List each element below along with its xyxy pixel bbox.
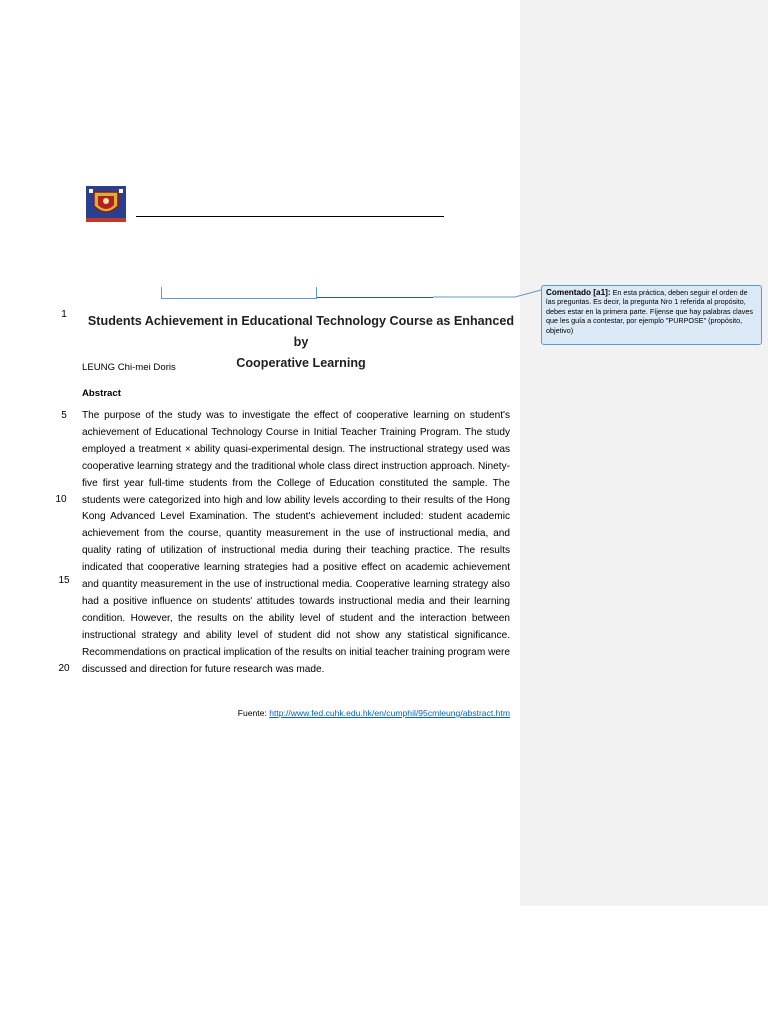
title-line-2: Cooperative Learning [236, 356, 366, 370]
line-number: 1 [61, 309, 67, 320]
comment-label: Comentado [a1]: [546, 288, 611, 297]
author-name: LEUNG Chi-mei Doris [82, 362, 176, 373]
line-number: 10 [55, 494, 67, 505]
abstract-heading: Abstract [82, 388, 121, 399]
source-label: Fuente: [237, 708, 270, 718]
abstract-paragraph: The purpose of the study was to investigate the effect of cooperative learning on student's achievement of Educational Technology Course in Initial Teacher Training Program. The study employed a treatment × ability quasi-experimental design. The instructional strategy used was cooperative learning strategy and the traditional whole class direct instruction approach. Ninety-five first year full-time students from the College of Education constituted the sample. The students were categorized into high and low ability levels according to their results of the Hong Kong Advanced Level Examination. The student's achievement included: student academic achievement from the course, quantity measurement in the use of instructional media, and quality rating of utilization of instructional media during their teaching practice. The results indicated that cooperative learning strategies had a positive effect on academic achievement and quantity measurement in the use of instructional media. Cooperative learning strategy also had a positive influence on students' attitudes towards instructional media and their learning condition. However, the results on the ability level of student and the interaction between instructional strategy and ability level of student did not show any statistical significance. Recommendations on practical implication of the results on initial teacher training program were discussed and direction for future research was made. [82, 410, 510, 675]
source-citation [238, 708, 510, 718]
line-number: 5 [61, 410, 67, 421]
source-link[interactable]: http://www.fed.cuhk.edu.hk/en/cumphil/95cmleung/abstract.htm [269, 708, 510, 718]
title-line-1: Students Achievement in Educational Technology Course as Enhanced by [87, 314, 515, 349]
line-number: 15 [58, 575, 70, 586]
comment-balloon[interactable] [541, 285, 762, 345]
line-number: 20 [58, 663, 70, 674]
comment-text: En esta práctica, deben seguir el orden de las preguntas. Es decir, la pregunta Nro 1 referida al propósito, debes estar en la primera parte. Fíjense que hay palabras claves que les guía a contestar, por ejemplo "PURPOSE" (propósito, objetivo) [546, 288, 753, 335]
